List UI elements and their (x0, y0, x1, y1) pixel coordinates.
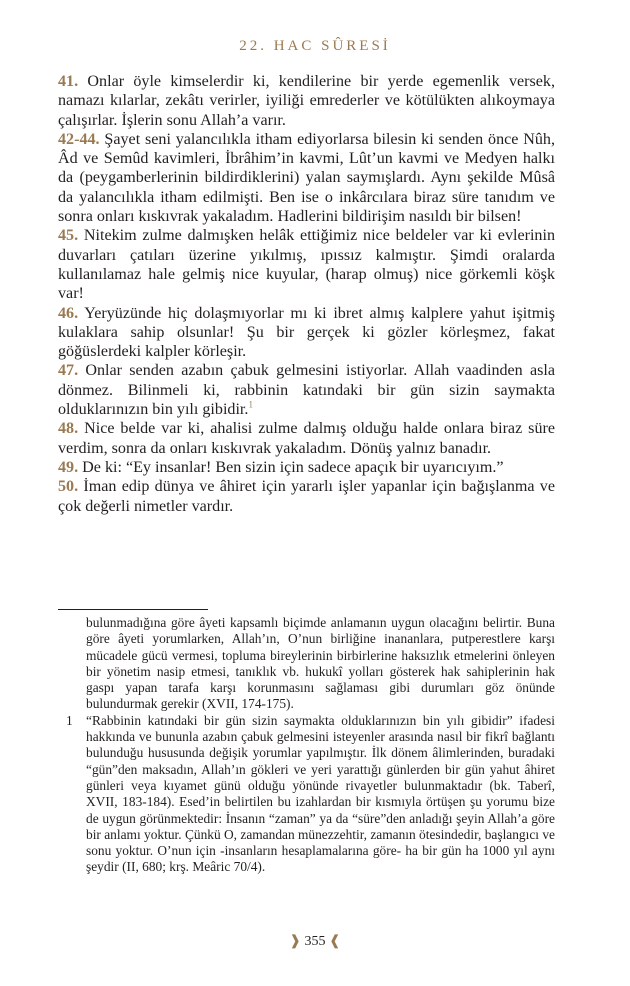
verse-body: De ki: “Ey insanlar! Ben sizin için sadece apaçık bir uyarıcıyım.” (82, 458, 504, 476)
footnote-1 (58, 713, 555, 876)
left-ornament-icon: ❱ (289, 934, 301, 949)
verse-body: Şayet seni yalancılıkla itham ediyorlarsa bilesin ki senden önce Nûh, Âd ve Semûd kavimleri, İbrâhim’in kavmi, Lût’un kavmi ve Medyen halkı da (peygamberlerinin bildirdiklerini) yalan saymışlardı. Aynı şekilde Mûsâ da yalancılıkla itham edilmişti. Ben ise o inkârcılara biraz süre tanıdım ve sonra onları kıskıvrak yakaladım. Hadlerini bildirişim nasıldı bir bilsen! (58, 130, 555, 226)
footnote-divider (58, 609, 208, 610)
verse-body: İman edip dünya ve âhiret için yararlı işler yapanlar için bağışlanma ve çok değerli nimetler vardır. (58, 478, 555, 515)
verse-42-44 (58, 130, 555, 226)
footnote-text: bulunmadığına göre âyeti kapsamlı biçimde anlamanın uygun olacağını belirtir. Buna göre âyeti yorumlarken, Allah’ın, O’nun birliğine inananlara, putperestlere karşı mücadele gücü vermesi, topluma bireylerinin birbirlerine haksızlık etmelerini önleyen bir yönetim nasip etmesi, tanıklık vb. hukukî yolları gösterek hak sahiplerinin hak gaspı yapan tarafa karşı korunmasını sağlaması gibi durumları göz önünde bulundurmak gerekir (XVII, 174-175). (86, 615, 555, 712)
verse-49 (58, 458, 555, 477)
verse-number: 47. (58, 362, 79, 380)
verse-body: Onlar öyle kimselerdir ki, kendilerine bir yerde egemenlik versek, namazı kılarlar, zekâtı verirler, iyiliği emrederler ve kötülükten alıkoymaya çalışırlar. İşlerin sonu Allah’a varır. (58, 73, 555, 129)
page-number (0, 933, 630, 950)
verse-number: 42-44. (58, 130, 100, 148)
verse-number: 49. (58, 458, 79, 476)
verse-41 (58, 72, 555, 130)
verse-number: 41. (58, 73, 79, 90)
footnote-reference[interactable]: 1 (248, 399, 253, 410)
footnotes (58, 615, 555, 876)
verse-48 (58, 419, 555, 458)
verse-47 (58, 361, 555, 419)
footnote-continued (58, 615, 555, 713)
verse-body: Onlar senden azabın çabuk gelmesini istiyorlar. Allah vaadinden asla dönmez. Bilinmeli ki, rabbinin katındaki bir gün sizin saymakta olduklarınızın bin yılı gibidir. (58, 362, 556, 419)
verse-body: Nitekim zulme dalmışken helâk ettiğimiz nice beldeler var ki evlerinin duvarları çatıları üzerine yıkılmış, ıpıssız kalmıştır. Şimdi oralarda kullanılamaz hale gelmiş nice kuyular, (harap olmuş) nice görkemli köşk var! (58, 227, 556, 303)
verse-number: 45. (58, 227, 79, 245)
verse-body: Nice belde var ki, ahalisi zulme dalmış olduğu halde onlara biraz süre verdim, sonra da onları kıskıvrak yakaladım. Dönüş yalnız banadır. (58, 420, 555, 457)
verse-number: 50. (58, 478, 79, 496)
verse-46 (58, 304, 555, 362)
page-number-text: 355 (304, 934, 326, 949)
verse-body: Yeryüzünde hiç dolaşmıyorlar mı ki ibret almış kalplere yahut işitmiş kulaklara sahip olsunlar! Şu bir gerçek ki gözler körleşmez, fakat göğüslerdeki kalpler körleşir. (58, 304, 555, 361)
verse-50 (58, 477, 555, 516)
verse-45 (58, 226, 555, 303)
footnote-text: “Rabbinin katındaki bir gün sizin saymakta olduklarınızın bin yılı gibidir” ifadesi hakkında ve bununla azabın çabuk gelmesini isteyenler arasında nasıl bir fikrî bağlantı bulunduğu hususunda değişik yorumlar yapılmıştır. İlk dönem âlimlerinden, buradaki “gün”den maksadın, Allah’ın gökleri ve yeri yarattığı günlerden bir gün yahut âhiret günleri veya kıyamet günü olduğu yönünde rivayetler bulunmaktadır (bk. Taberî, XVII, 183-184). Esed’in belirtilen bu izahlardan bir kısmıyla örtüşen şu yorumu bize de uygun görünmektedir: İnsanın “zaman” ya da “süre”den anladığı şeyin Allah’a göre bir anlamı yoktur. Çünkü O, zamandan münezzehtir, zamanın ötesindedir, başlangıcı ve sonu yoktur. O’nun için -insanların hesaplamalarına göre- ha bir gün ha 1000 yıl aynı şeydir (II, 680; krş. Meâric 70/4). (86, 712, 555, 875)
verse-number: 48. (58, 420, 79, 438)
verse-text (58, 72, 555, 516)
running-header: 22. HAC SÛRESİ (239, 38, 391, 54)
verse-number: 46. (58, 304, 79, 322)
right-ornament-icon: ❰ (329, 934, 341, 949)
footnote-mark: 1 (66, 712, 73, 728)
